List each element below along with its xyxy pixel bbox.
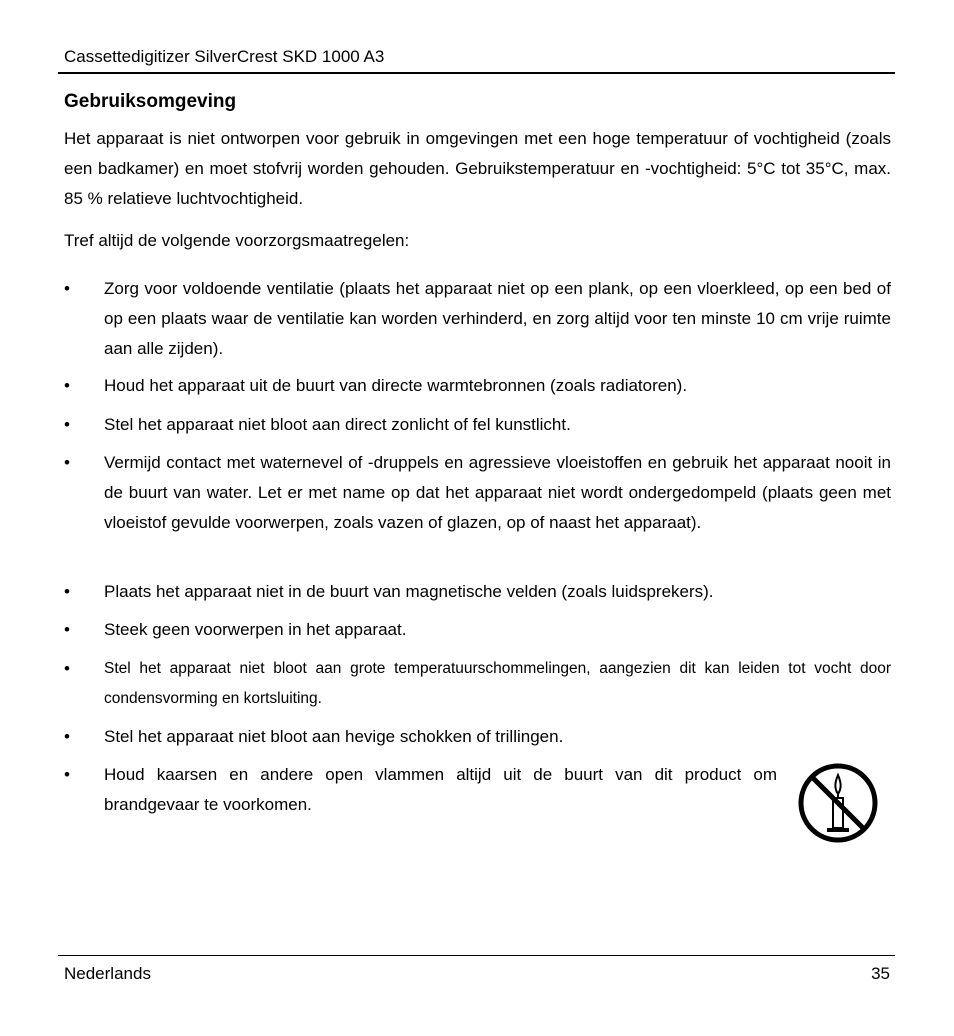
intro-paragraph: Het apparaat is niet ontworpen voor gebruik in omgevingen met een hoge temperatuur of vochtigheid (zoals een badkamer) en moet stofvrij worden gehouden. Gebruikstemperatuur en -vochtigheid: 5°C tot 35°C, max. 85 % relatieve luchtvochtigheid. [64, 129, 891, 208]
bullet-icon: • [64, 453, 70, 472]
list-item [64, 722, 891, 752]
list-item-text: Houd kaarsen en andere open vlammen altijd uit de buurt van dit product om brandgevaar te voorkomen. [104, 765, 777, 814]
list-item [64, 760, 891, 820]
no-open-flame-icon [797, 762, 879, 844]
bullet-icon: • [64, 582, 70, 601]
list-item [64, 615, 891, 645]
list-item [64, 654, 891, 714]
list-item [64, 410, 891, 440]
header-divider [58, 72, 895, 74]
list-item-text: Stel het apparaat niet bloot aan grote temperatuurschommelingen, aangezien dit kan leiden tot vocht door condensvorming en kortsluiting. [104, 660, 891, 707]
list-item [64, 448, 891, 538]
list-item-text: Stel het apparaat niet bloot aan direct zonlicht of fel kunstlicht. [104, 415, 571, 434]
bullet-icon: • [64, 376, 70, 395]
bullet-icon: • [64, 659, 70, 678]
bullet-icon: • [64, 765, 70, 784]
list-item-text: Plaats het apparaat niet in de buurt van magnetische velden (zoals luidsprekers). [104, 582, 714, 601]
section-heading: Gebruiksomgeving [64, 91, 237, 112]
bullet-icon: • [64, 279, 70, 298]
list-item [64, 371, 891, 401]
footer-language: Nederlands [64, 964, 151, 983]
bullet-icon: • [64, 727, 70, 746]
list-item-text: Zorg voor voldoende ventilatie (plaats het apparaat niet op een plank, op een vloerkleed, op een bed of op een plaats waar de ventilatie kan worden verhinderd, en zorg altijd voor ten minste 10 cm vrije ruimte aan alle zijden). [104, 279, 891, 358]
footer-divider [58, 955, 895, 956]
bullet-icon: • [64, 415, 70, 434]
precautions-lead: Tref altijd de volgende voorzorgsmaatregelen: [64, 231, 410, 250]
list-item-text: Steek geen voorwerpen in het apparaat. [104, 620, 407, 639]
list-item [64, 577, 891, 607]
list-item-text: Vermijd contact met waternevel of -druppels en agressieve vloeistoffen en gebruik het apparaat nooit in de buurt van water. Let er met name op dat het apparaat niet wordt ondergedompeld (plaats geen met vloeistof gevulde voorwerpen, zoals vazen of glazen, op of naast het apparaat). [104, 453, 891, 532]
bullet-icon: • [64, 620, 70, 639]
page-number: 35 [871, 964, 890, 983]
list-item [64, 274, 891, 364]
list-item-text: Houd het apparaat uit de buurt van directe warmtebronnen (zoals radiatoren). [104, 376, 688, 395]
page-header-title: Cassettedigitizer SilverCrest SKD 1000 A3 [64, 47, 385, 66]
list-item-text: Stel het apparaat niet bloot aan hevige schokken of trillingen. [104, 727, 564, 746]
